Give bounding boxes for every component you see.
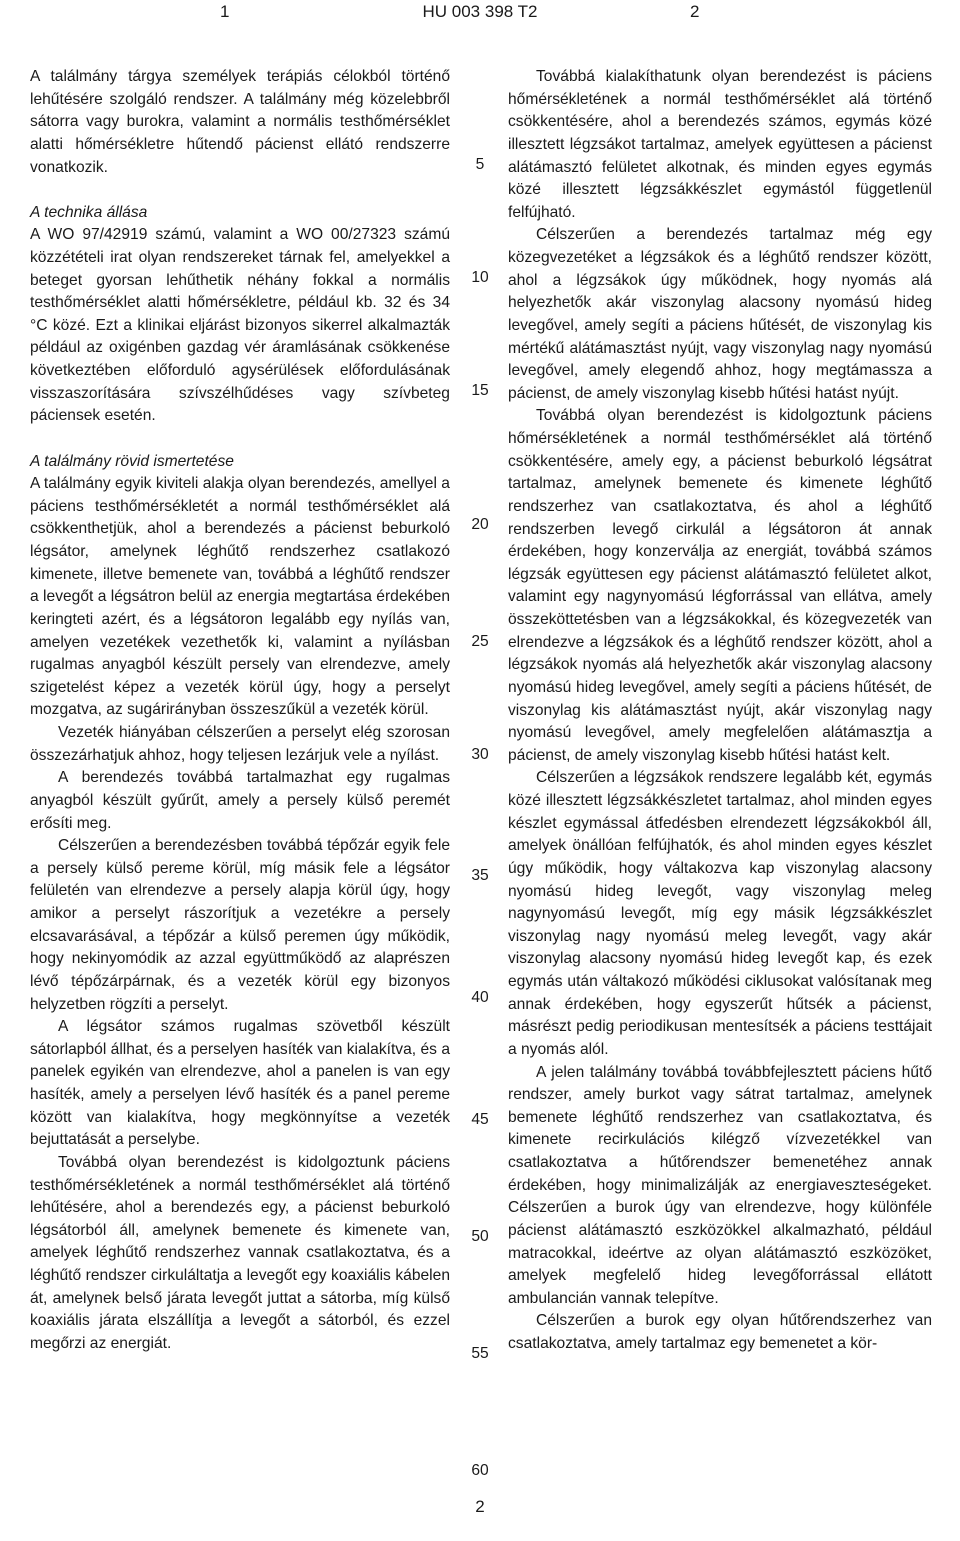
line-number: 40 (471, 989, 489, 1006)
summary-paragraph-3: A berendezés továbbá tartalmazhat egy rugalmas anyagból készült gyűrűt, amely a persely külső peremét erősíti meg. (30, 769, 450, 832)
summary-paragraph-5: A légsátor számos rugalmas szövetből készült sátorlapból állhat, és a perselyen hasíték van kialakítva, és a panelek egyikén van elrendezve, ahol a panelen is van egy hasíték, amely a perselyen lévő hasíték és a panel pereme között van kialakítva, hogy megkönnyítse a vezeték bejuttatását a perselybe. (30, 1018, 450, 1149)
page-footer-number: 2 (475, 1497, 485, 1516)
document-number: HU 003 398 T2 (422, 2, 538, 21)
summary-paragraph-1: A találmány egyik kiviteli alakja olyan berendezés, amellyel a páciens testhőmérsékletét a normál testhőmérséklet alá csökkenthetjük, ahol a berendezés a pácienst beburkoló légsátor, amelynek léghűtő rendszerhez csatlakozó kimenete, illetve bemenete van, továbbá a léghűtő rendszer a levegőt a légsátron belül az energia megtartása érdekében keringteti azért, és a légsátoron legalább egy nyílás van, amelyen vezetékek vezethetők ki, valamint a nyílásban rugalmas anyagból készült persely van elrendezve, amely szigetelést képez a vezeték körül úgy, hogy a perselyt mozgatva, az sugárirányban összeszűkül a vezeték körül. (30, 475, 450, 719)
description-paragraph-3: Továbbá olyan berendezést is kidolgoztunk páciens hőmérsékletének a normál testhőmérséklet alá történő csökkentésére, amely egy, a pácienst beburkoló légsátrat tartalmaz, amelynek bemenete és kimenete léghűtő rendszerhez van csatlakoztatva, és ahol a léghűtő rendszerben levegő cirkulál a légsátoron át annak érdekében, hogy konzerválja az energiát, továbbá számos légzsák együttesen egy pácienst alátámasztó felületet alkot, valamint egy nagynyomású légforrással van ellátva, amely összeköttetésben van a légzsákokkal, és közegvezeték van elrendezve a légzsákok és a léghűtő rendszer között, ahol a légzsákok nyomás alá helyezhetők akár viszonylag alacsony nyomású hideg levegővel, amely segíti a páciens hűtését, de viszonylag kis alátámasztást nyújt, akár viszonylag nagy nyomású levegővel, amely megfelelően alátámasztja a pácienst, de amely viszonylag kisebb hűtési hatást kelt. (508, 407, 932, 764)
line-number: 35 (471, 867, 489, 884)
line-number: 20 (471, 516, 489, 533)
line-number: 60 (471, 1462, 489, 1479)
line-number: 5 (475, 156, 485, 173)
line-number: 45 (471, 1111, 489, 1128)
summary-paragraph-2: Vezeték hiányában célszerűen a perselyt elég szorosan összezárhatjuk ahhoz, hogy teljesen lezárjuk vele a nyílást. (30, 724, 450, 764)
section-heading-prior-art: A technika állása (30, 203, 148, 221)
description-paragraph-2: Célszerűen a berendezés tartalmaz még egy közegvezetéket a légzsákok és a léghűtő rendszer között, ahol a légzsákok úgy működnek, hogy nyomás alá helyezhetők akár viszonylag alacsony nyomású hideg levegővel, amely segíti a páciens hűtését, de viszonylag kis mértékű alátámasztást nyújt, vagy viszonylag nagy nyomású levegővel, amely elegendő ahhoz, hogy megtámassza a pácienst, de amely viszonylag kisebb hűtési hatást nyújt. (508, 226, 932, 402)
description-paragraph-4: Célszerűen a légzsákok rendszere legalább két, egymás közé illesztett légzsákkészletet tartalmaz, ahol minden egyes készlet egymással átfedésben elrendezett légzsákokból áll, amelyek önállóan felfújhatók, és ahol minden egyes készlet úgy működik, hogy váltakozva kap viszonylag alacsony nyomású hideg levegőt, vagy viszonylag meleg nagynyomású levegőt, míg egy másik légzsákkészlet viszonylag nagy nyomású meleg levegőt, vagy akár viszonylag alacsony nyomású hideg levegőt kap, és ezek egymás után váltakozó működési ciklusokat valósítanak meg annak érdekében, hogy egyszerűt hűtsék a pácienst, másrészt pedig periodikusan mentesítsék a páciens testtájait a nyomás alól. (508, 769, 932, 1058)
line-number: 25 (471, 633, 489, 650)
summary-paragraph-6: Továbbá olyan berendezést is kidolgoztunk páciens testhőmérsékletének a normál testhőmérséklet alá történő lehűtésére, ahol a berendezés egy, a pácienst beburkoló légsátorból áll, amelynek bemenete és kimenete van, amelyek léghűtő rendszerhez vannak csatlakoztatva, és a léghűtő rendszer cirkuláltatja a levegőt egy koaxiális kábelen át, amelynek belső járata levegőt juttat a sátorba, míg külső koaxiális járata elszállítja a levegőt a sátorból, és ezzel megőrzi az energiát. (30, 1153, 450, 1352)
description-paragraph-6: Célszerűen a burok egy olyan hűtőrendszerhez van csatlakoztatva, amely tartalmaz egy bemenetet a kör- (508, 1312, 932, 1352)
summary-paragraph-4: Célszerűen a berendezésben továbbá tépőzár egyik fele a persely külső pereme körül, míg másik fele a légsátor felületén van elrendezve a persely alapja körül úgy, hogy amikor a perselyt rászorítjuk a vezetékre a persely elcsavarásával, a tépőzár a külső peremen úgy működik, hogy nekinyomódik az azzal együttműködő az alaprészen lévő tépőzárpárnak, és a vezeték körül egy bizonyos helyzetben rögzíti a perselyt. (30, 837, 450, 1013)
line-number: 50 (471, 1228, 489, 1245)
line-number: 30 (471, 746, 489, 763)
left-column (30, 66, 450, 1356)
section-heading-summary: A találmány rövid ismertetése (30, 452, 234, 470)
left-page-number: 1 (220, 2, 230, 21)
description-paragraph-1: Továbbá kialakíthatunk olyan berendezést is páciens hőmérsékletének a normál testhőmérséklet alá történő csökkentésére, ahol a berendezés számos, egymás közé illesztett légzsákot tartalmaz, amelyek együttesen a pácienst alátámasztó felületet alkotnak, és minden egyes egymás közé illesztett légzsákkészlet egymástól függetlenül felfújható. (508, 68, 932, 221)
page-header (0, 0, 960, 30)
line-number: 15 (471, 382, 489, 399)
right-page-number: 2 (690, 2, 700, 21)
intro-paragraph: A találmány tárgya személyek terápiás célokból történő lehűtésére szolgáló rendszer. A találmány még közelebbről sátorra vagy burokra, valamint a normális testhőmérséklet alatti hőmérsékletre hűtendő pácienst ellátó rendszerre vonatkozik. (30, 68, 450, 176)
description-paragraph-5: A jelen találmány továbbá továbbfejlesztett páciens hűtő rendszer, amely burkot vagy sátrat tartalmaz, amelynek bemenete léghűtő rendszerhez van csatlakoztatva, és kimenete recirkulációs kilégző vízvezetékkel van csatlakoztatva a hűtőrendszer bemenetéhez annak érdekében, hogy minimalizálják az energiaveszteségeket. Célszerűen a burok úgy van elrendezve, hogy különféle pácienst alátámasztó eszközökkel alkalmazható, például matracokkal, ideértve az olyan alátámasztó eszközöket, amelyek megfelelő hideg levegőforrással ellátott ambulancián vannak telepítve. (508, 1063, 932, 1307)
line-number: 10 (471, 269, 489, 286)
right-column (508, 66, 932, 1356)
prior-art-paragraph: A WO 97/42919 számú, valamint a WO 00/27323 számú közzétételi irat olyan rendszereket tárnak fel, amelyekkel a beteget gyorsan lehűthetik néhány fokkal a normális testhőmérséklet alatti hőmérsékletre, például kb. 32 és 34 °C közé. Ezt a klinikai eljárást bizonyos sikerrel alkalmazták például az oxigénben gazdag vér áramlásának csökkenése következtében előforduló agysérülések előfordulásának visszaszorítására szívszélhűdéses vagy szívbeteg páciensek esetén. (30, 226, 450, 425)
line-number: 55 (471, 1345, 489, 1362)
